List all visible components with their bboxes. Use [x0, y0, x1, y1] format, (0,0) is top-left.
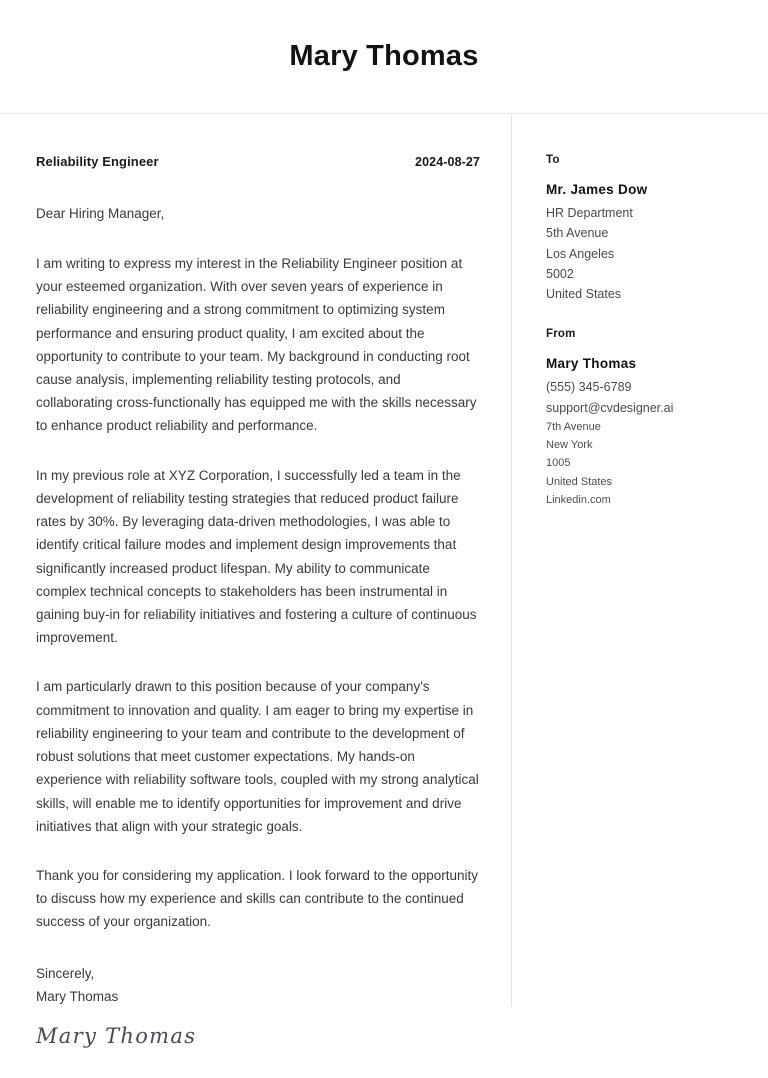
- recipient-line: 5002: [546, 266, 574, 281]
- document-header: [0, 0, 768, 114]
- job-title: Reliability Engineer: [36, 154, 159, 169]
- page-title: Mary Thomas: [289, 39, 479, 72]
- sender-line: 1005: [546, 457, 571, 470]
- recipient-line: 5th Avenue: [546, 226, 609, 241]
- closing-name: Mary Thomas: [36, 988, 119, 1004]
- sender-email: support@cvdesigner.ai: [546, 400, 674, 415]
- recipient-line: United States: [546, 287, 622, 301]
- closing-phrase: Sincerely,: [36, 965, 95, 981]
- letter-paragraph: I am writing to express my interest in the Reliability Engineer position at your esteemed organization. With over seven years of experience in reliability engineering and a strong commitment to optimizing system performance and ensuring product quality, I am excited about the opportunity to contribute to your team. My background in conducting root cause analysis, implementing reliability testing protocols, and collaborating cross-functionally has equipped me with the skills necessary to enhance product reliability and performance.: [36, 255, 477, 434]
- salutation: Dear Hiring Manager,: [36, 206, 165, 221]
- letter-column: [0, 114, 511, 1049]
- recipient-line: Los Angeles: [546, 246, 615, 261]
- document-body: [0, 114, 768, 1049]
- sender-name: Mary Thomas: [546, 356, 637, 372]
- sender-phone: (555) 345-6789: [546, 380, 632, 395]
- sender-linkedin: Linkedin.com: [546, 493, 611, 506]
- letter-paragraph: I am particularly drawn to this position because of your company's commitment to innovation and quality. I am eager to bring my expertise in reliability engineering to your team and contribute to the development of robust solutions that meet customer expectations. My hands-on experience with reliability software tools, coupled with my strong analytical skills, will enable me to identify opportunities for improvement and drive initiatives that align with your strategic goals.: [36, 679, 479, 834]
- letter-paragraph: Thank you for considering my application. I look forward to the opportunity to discuss how my experience and skills can contribute to the continued success of your organization.: [36, 867, 478, 930]
- to-label: To: [546, 154, 560, 166]
- letter-closing: [36, 964, 480, 1008]
- sender-block: [546, 328, 748, 509]
- letter-date: 2024-08-27: [415, 155, 480, 169]
- recipient-block: [546, 154, 748, 304]
- sender-line: United States: [546, 475, 613, 488]
- recipient-line: HR Department: [546, 206, 633, 220]
- letter-paragraph: In my previous role at XYZ Corporation, I successfully led a team in the development of reliability testing strategies that reduced product failure rates by 30%. By leveraging data-driven methodologies, I was able to identify critical failure modes and implement design improvements that significantly increased product lifespan. My ability to communicate complex technical concepts to stakeholders has been instrumental in gaining buy-in for reliability initiatives and fostering a culture of continuous improvement.: [36, 467, 477, 646]
- sidebar-column: [512, 114, 768, 1049]
- recipient-name: Mr. James Dow: [546, 182, 648, 197]
- sender-line: New York: [546, 439, 593, 451]
- letter-meta: [36, 154, 480, 169]
- signature: Mary Thomas: [36, 1024, 197, 1049]
- sender-line: 7th Avenue: [546, 420, 601, 433]
- from-label: From: [546, 328, 576, 341]
